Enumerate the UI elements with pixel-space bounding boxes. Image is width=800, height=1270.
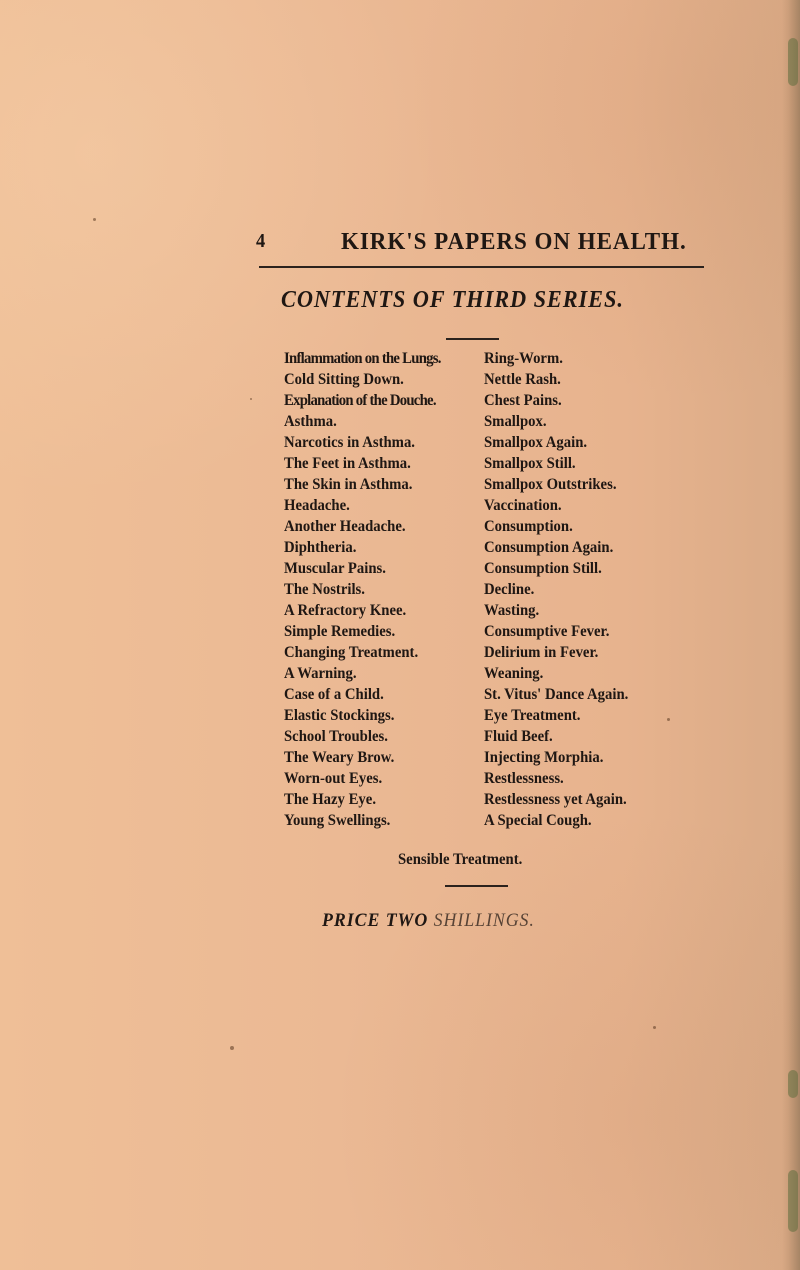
list-item: Decline. [484,581,535,598]
list-item: The Hazy Eye. [284,791,376,808]
list-item: Consumptive Fever. [484,623,610,640]
contents-left-column [284,348,474,831]
list-item: Asthma. [284,413,337,430]
list-item: A Special Cough. [484,812,592,829]
paper-speck [93,218,96,221]
edge-stain [788,1070,798,1098]
list-item: The Feet in Asthma. [284,455,411,472]
contents-right-column [484,348,644,831]
list-item: A Refractory Knee. [284,602,407,619]
list-item: Injecting Morphia. [484,749,604,766]
list-item: Elastic Stockings. [284,707,395,724]
list-item: Smallpox Again. [484,434,588,451]
price-line [322,910,535,932]
contents-table [0,348,800,931]
list-item: Consumption Again. [484,539,614,556]
list-item: Smallpox Outstrikes. [484,476,617,493]
list-item: Ring-Worm. [484,350,563,367]
list-item: Another Headache. [284,518,406,535]
list-item: Restlessness yet Again. [484,791,627,808]
list-item: St. Vitus' Dance Again. [484,686,629,703]
page-number: 4 [256,230,266,252]
list-item: The Weary Brow. [284,749,395,766]
list-item: Fluid Beef. [484,728,553,745]
list-item: School Troubles. [284,728,388,745]
list-item: Headache. [284,497,350,514]
list-item: Narcotics in Asthma. [284,434,415,451]
list-item: Inflammation on the Lungs. [284,350,441,367]
list-item: Case of a Child. [284,686,384,703]
list-item: Smallpox. [484,413,547,430]
list-item: Restlessness. [484,770,564,787]
list-item: The Skin in Asthma. [284,476,413,493]
price-suffix: SHILLINGS. [433,910,535,931]
paper-speck [230,1046,234,1050]
list-item: Changing Treatment. [284,644,419,661]
edge-stain [788,1170,798,1232]
list-item: A Warning. [284,665,357,682]
price-prefix: PRICE TWO [322,910,434,931]
list-item: Simple Remedies. [284,623,396,640]
title-rule [446,338,499,340]
bottom-rule [445,885,508,887]
list-item: Chest Pains. [484,392,562,409]
contents-title: CONTENTS OF THIRD SERIES. [281,287,624,313]
list-item: The Nostrils. [284,581,365,598]
list-item: Wasting. [484,602,540,619]
list-item: Consumption. [484,518,573,535]
header-rule [259,266,704,268]
list-item: Cold Sitting Down. [284,371,404,388]
list-item: Worn-out Eyes. [284,770,383,787]
list-item: Young Swellings. [284,812,391,829]
list-item: Nettle Rash. [484,371,561,388]
paper-speck [653,1026,656,1029]
running-title: KIRK'S PAPERS ON HEALTH. [341,229,687,255]
list-item: Eye Treatment. [484,707,581,724]
list-item: Consumption Still. [484,560,602,577]
final-contents-item: Sensible Treatment. [398,851,523,868]
list-item: Diphtheria. [284,539,357,556]
list-item: Delirium in Fever. [484,644,599,661]
edge-stain [788,38,798,86]
list-item: Smallpox Still. [484,455,576,472]
list-item: Weaning. [484,665,544,682]
list-item: Vaccination. [484,497,562,514]
list-item: Explanation of the Douche. [284,392,436,409]
list-item: Muscular Pains. [284,560,386,577]
